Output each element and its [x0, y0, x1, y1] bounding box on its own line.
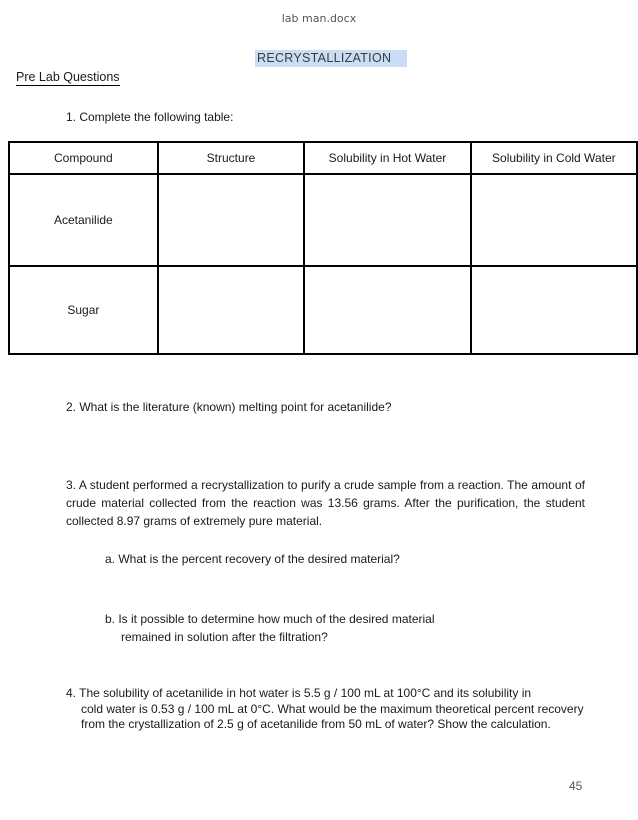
question-4-rest: cold water is 0.53 g / 100 mL at 0°C. What would be the maximum theoretical percent recovery from the crystallization of 2.5 g of acetanilide from 50 mL of water? Show the calculation.: [81, 701, 584, 731]
cell-structure: [158, 266, 305, 354]
cell-solubility-hot: [304, 266, 470, 354]
cell-solubility-cold: [471, 174, 637, 266]
window-title: lab man.docx: [281, 12, 357, 25]
question-4: [66, 686, 586, 733]
question-2: 2. What is the literature (known) melting point for acetanilide?: [66, 400, 392, 414]
section-heading: Pre Lab Questions: [16, 70, 120, 84]
page-number: 45: [569, 779, 583, 793]
header-solubility-hot: Solubility in Hot Water: [304, 142, 470, 174]
document-title: RECRYSTALLIZATION: [255, 50, 407, 67]
question-3a: a. What is the percent recovery of the desired material?: [105, 552, 400, 566]
question-3b: [105, 610, 485, 646]
cell-solubility-cold: [471, 266, 637, 354]
question-3b-line1: b. Is it possible to determine how much of the desired material: [105, 612, 435, 626]
table-header-row: [9, 142, 637, 174]
cell-solubility-hot: [304, 174, 470, 266]
header-structure: Structure: [158, 142, 305, 174]
header-compound: Compound: [9, 142, 158, 174]
cell-compound: Sugar: [9, 266, 158, 354]
solubility-table: [8, 141, 638, 355]
question-3: 3. A student performed a recrystallization to purify a crude sample from a reaction. The amount of crude material collected from the reaction was 13.56 grams. After the purification, the student collected 8.97 grams of extremely pure material.: [66, 478, 585, 528]
cell-structure: [158, 174, 305, 266]
question-3b-line2: remained in solution after the filtration?: [121, 630, 328, 644]
question-4-line1: 4. The solubility of acetanilide in hot water is 5.5 g / 100 mL at 100°C and its solubility in: [66, 686, 532, 700]
table-row: [9, 174, 637, 266]
header-solubility-cold: Solubility in Cold Water: [471, 142, 637, 174]
cell-compound: Acetanilide: [9, 174, 158, 266]
table-row: [9, 266, 637, 354]
question-1: 1. Complete the following table:: [66, 110, 234, 124]
